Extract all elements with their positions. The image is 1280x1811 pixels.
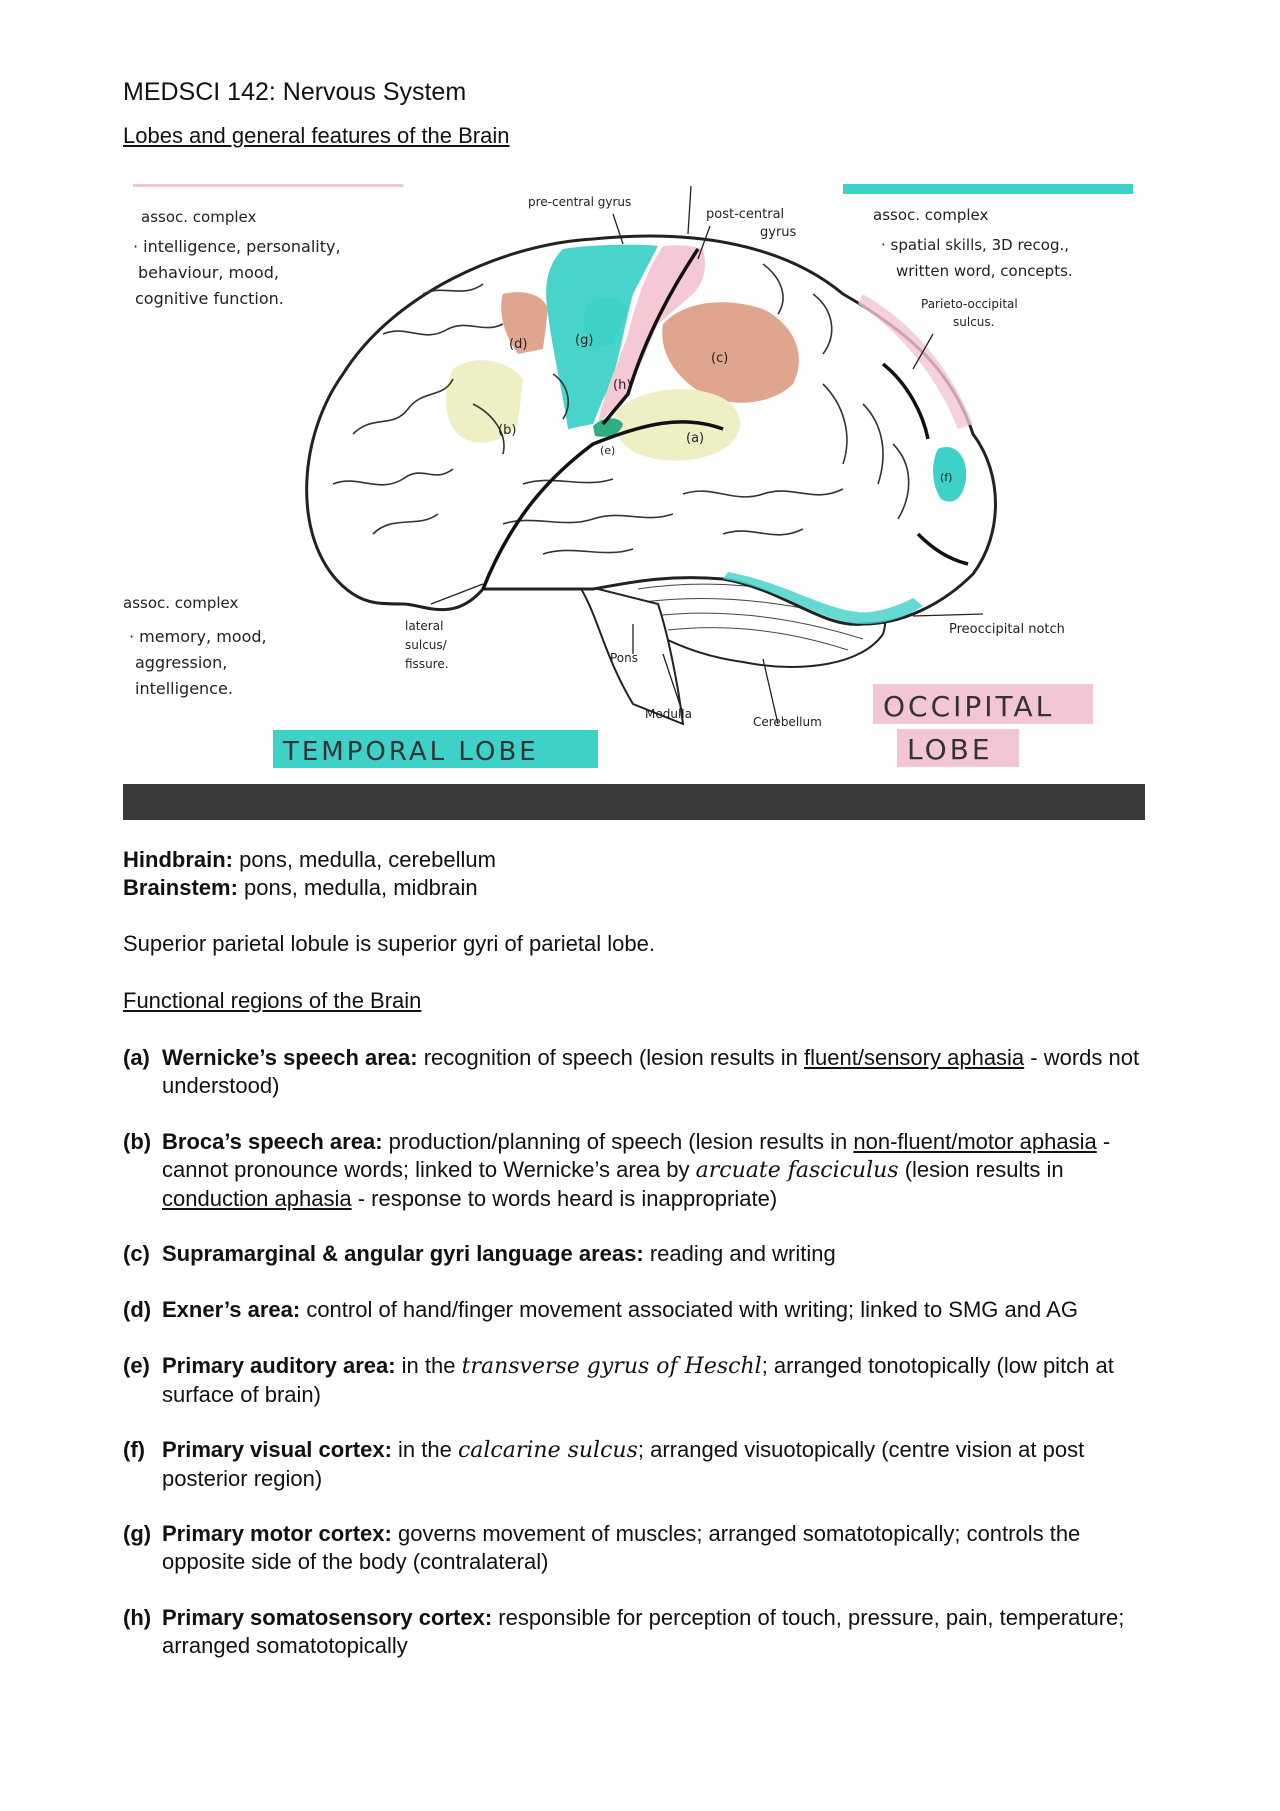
parietal-function-line2: written word, concepts. [896, 262, 1073, 280]
page-title: MEDSCI 142: Nervous System [123, 78, 467, 106]
top-teal-strip [843, 184, 1133, 194]
item-b-text-3: (lesion results in [898, 1157, 1064, 1182]
temporal-function-line2: aggression, [135, 653, 228, 672]
item-a-text-2: - words not understood) [162, 1045, 1140, 1098]
list-item-g [123, 1520, 1163, 1576]
parieto-occipital-sulcus-label-2: sulcus. [953, 315, 995, 329]
item-g-title: Primary motor cortex: [162, 1521, 392, 1546]
item-h-text-1: responsible for perception of touch, pressure, pain, temperature; arranged somatotopically [162, 1605, 1125, 1658]
item-g-text-1: governs movement of muscles; arranged somatotopically; controls the opposite side of the body (contralateral) [162, 1521, 1081, 1574]
item-b-text-4: - response to words heard is inappropriate) [351, 1186, 778, 1211]
item-e-letter: (e) [123, 1353, 150, 1378]
temporal-function-line3: intelligence. [135, 679, 233, 698]
region-a-wernicke [614, 389, 740, 461]
region-e-label: (e) [600, 444, 616, 457]
item-d-text-1: control of hand/finger movement associated with writing; linked to SMG and AG [300, 1297, 1078, 1322]
frontal-function-line1: · intelligence, personality, [133, 237, 341, 256]
brain-diagram [123, 184, 1145, 820]
section-heading-lobes: Lobes and general features of the Brain [123, 123, 510, 148]
item-b-text-2: - cannot pronounce words; linked to Wernicke’s area by [162, 1129, 1111, 1182]
item-g-letter: (g) [123, 1521, 152, 1546]
postcentral-gyrus-label-2: gyrus [760, 225, 797, 240]
parieto-occipital-sulcus-label-1: Parieto-occipital [921, 297, 1018, 311]
item-d-title: Exner’s area: [162, 1297, 301, 1322]
item-f-text-2: ; arranged visuotopically (centre vision at post posterior region) [162, 1437, 1085, 1491]
region-a-label: (a) [686, 431, 705, 446]
cerebellum-label: Cerebellum [753, 715, 822, 729]
brainstem-text: pons, medulla, midbrain [237, 875, 478, 900]
postcentral-gyrus-label-1: post-central [706, 207, 785, 222]
list-item-b [123, 1128, 1163, 1213]
frontal-function-line2: behaviour, mood, [138, 263, 279, 282]
item-a-title: Wernicke’s speech area: [162, 1045, 418, 1070]
list-item-e [123, 1352, 1163, 1409]
occipital-lobe-label-1: OCCIPITAL [883, 690, 1055, 723]
region-h-label: (h) [613, 378, 632, 393]
item-c-text-1: reading and writing [643, 1241, 836, 1266]
item-e-text-1: in the [395, 1353, 462, 1378]
item-b-text-1: production/planning of speech (lesion results in [382, 1129, 854, 1154]
assoc-complex-frontal: assoc. complex [141, 208, 257, 226]
medulla-label: Medulla [645, 707, 692, 721]
item-f-italic-1: calcarine sulcus [457, 1438, 638, 1463]
item-f-title: Primary visual cortex: [162, 1437, 392, 1462]
item-a-text-1: recognition of speech (lesion results in [417, 1045, 805, 1070]
region-c-label: (c) [711, 351, 729, 366]
section-heading-functional: Functional regions of the Brain [123, 988, 422, 1013]
brainstem-line [123, 874, 478, 902]
occipital-lobe-label-2: LOBE [907, 733, 993, 766]
item-b-underlined-1: non-fluent/motor aphasia [853, 1129, 1097, 1154]
item-b-underlined-2: conduction aphasia [162, 1186, 352, 1211]
region-d-label: (d) [509, 337, 528, 352]
temporal-lobe-label: TEMPORAL LOBE [283, 737, 539, 767]
item-a-underlined-1: fluent/sensory aphasia [804, 1045, 1025, 1070]
item-f-text-1: in the [391, 1437, 458, 1462]
preoccipital-notch-label: Preoccipital notch [949, 622, 1065, 637]
region-f-label: (f) [940, 471, 953, 484]
item-h-letter: (h) [123, 1605, 152, 1630]
item-b-title: Broca’s speech area: [162, 1129, 383, 1154]
item-a-letter: (a) [123, 1045, 150, 1070]
pons-label: Pons [610, 651, 639, 665]
superior-parietal-note: Superior parietal lobule is superior gyri of parietal lobe. [123, 931, 655, 956]
frontal-function-line3: cognitive function. [135, 289, 284, 308]
top-pink-strip [133, 184, 403, 187]
item-e-title: Primary auditory area: [162, 1353, 396, 1378]
list-item-h [123, 1604, 1163, 1660]
item-b-letter: (b) [123, 1129, 152, 1154]
item-d-letter: (d) [123, 1297, 152, 1322]
figure-dark-bar [123, 784, 1145, 820]
item-b-italic-1: arcuate fasciculus [695, 1158, 899, 1183]
precentral-gyrus-label: pre-central gyrus [528, 195, 632, 209]
item-c-letter: (c) [123, 1241, 150, 1266]
item-e-italic-1: transverse gyrus of Heschl [461, 1354, 762, 1379]
brainstem-label: Brainstem: [123, 875, 238, 900]
hindbrain-line [123, 846, 496, 874]
lateral-sulcus-label-2: sulcus/ [405, 638, 447, 652]
item-h-title: Primary somatosensory cortex: [162, 1605, 493, 1630]
hindbrain-label: Hindbrain: [123, 847, 233, 872]
hindbrain-text: pons, medulla, cerebellum [233, 847, 496, 872]
list-item-a [123, 1044, 1163, 1100]
item-e-text-2: ; arranged tonotopically (low pitch at surface of brain) [162, 1353, 1114, 1407]
list-item-f [123, 1436, 1163, 1493]
region-b-label: (b) [498, 423, 517, 438]
assoc-complex-temporal: assoc. complex [123, 594, 239, 612]
parietal-function-line1: · spatial skills, 3D recog., [881, 236, 1070, 254]
lateral-sulcus-label-3: fissure. [405, 657, 449, 671]
assoc-complex-parietal: assoc. complex [873, 206, 989, 224]
region-g-label: (g) [575, 333, 594, 348]
list-item-c [123, 1240, 1163, 1268]
item-c-title: Supramarginal & angular gyri language areas: [162, 1241, 644, 1266]
temporal-function-line1: · memory, mood, [129, 627, 267, 646]
lateral-sulcus-label-1: lateral [405, 619, 444, 633]
item-f-letter: (f) [123, 1437, 145, 1462]
list-item-d [123, 1296, 1163, 1324]
